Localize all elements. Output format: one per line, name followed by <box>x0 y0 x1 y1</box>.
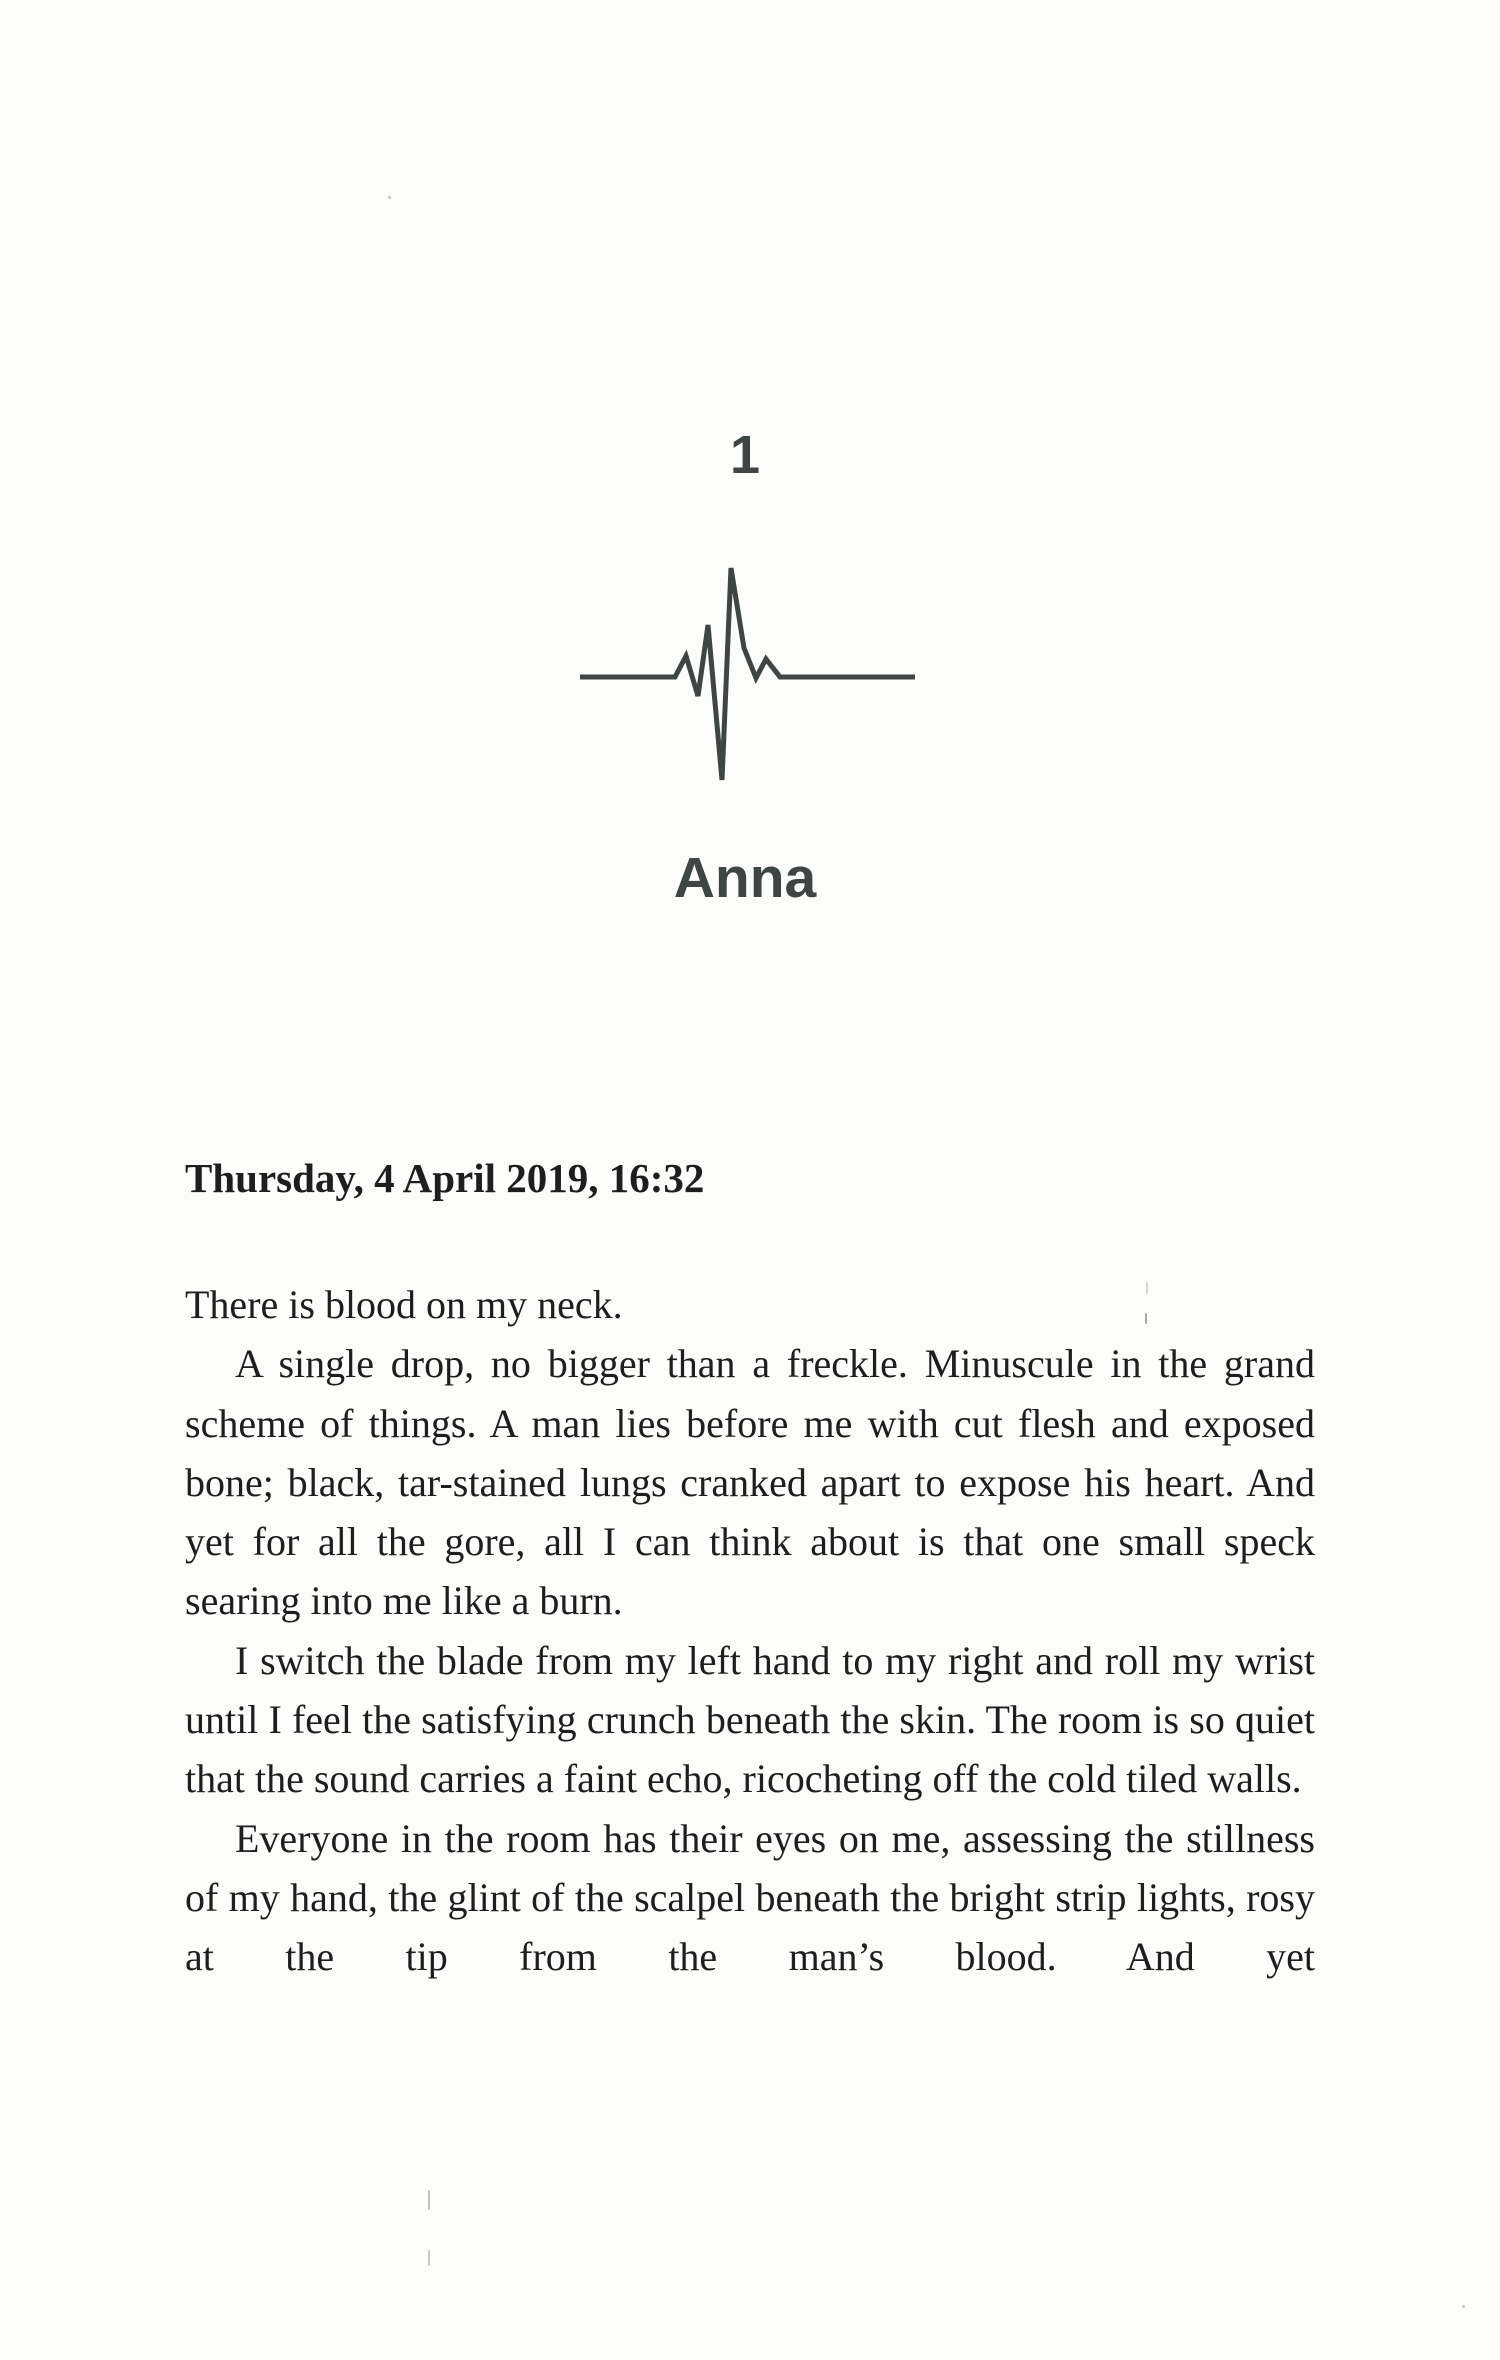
paragraph: A single drop, no bigger than a freckle. Minuscule in the grand scheme of things. A man lies before me with cut flesh and exposed bone; black, tar-stained lungs cranked apart to expose his heart. And yet for all the gore, all I can think about is that one small speck searing into me like a burn. <box>185 1341 1315 1624</box>
heartbeat-line-icon <box>580 560 915 790</box>
paragraph: Everyone in the room has their eyes on me, assessing the stillness of my hand, the glint of the scalpel beneath the bright strip lights, rosy at the tip from the man’s blood. And yet <box>185 1815 1315 1980</box>
chapter-title: Anna <box>673 846 817 910</box>
scan-speck <box>1462 2305 1465 2308</box>
dateline: Thursday, 4 April 2019, 16:32 <box>185 1155 705 1201</box>
scan-speck <box>1145 1313 1147 1324</box>
paragraph: There is blood on my neck. <box>185 1282 623 1327</box>
scan-speck <box>1146 1282 1148 1294</box>
paragraph: I switch the blade from my left hand to my right and roll my wrist until I feel the satisfying crunch beneath the skin. The room is so quiet that the sound carries a faint echo, ricocheting off the cold tiled walls. <box>185 1637 1315 1802</box>
body-text <box>185 1275 1315 1987</box>
scan-speck <box>388 196 391 199</box>
scan-speck <box>428 2250 430 2266</box>
chapter-number: 1 <box>729 425 761 485</box>
scan-speck <box>428 2190 430 2210</box>
heartbeat-trace <box>580 568 915 780</box>
